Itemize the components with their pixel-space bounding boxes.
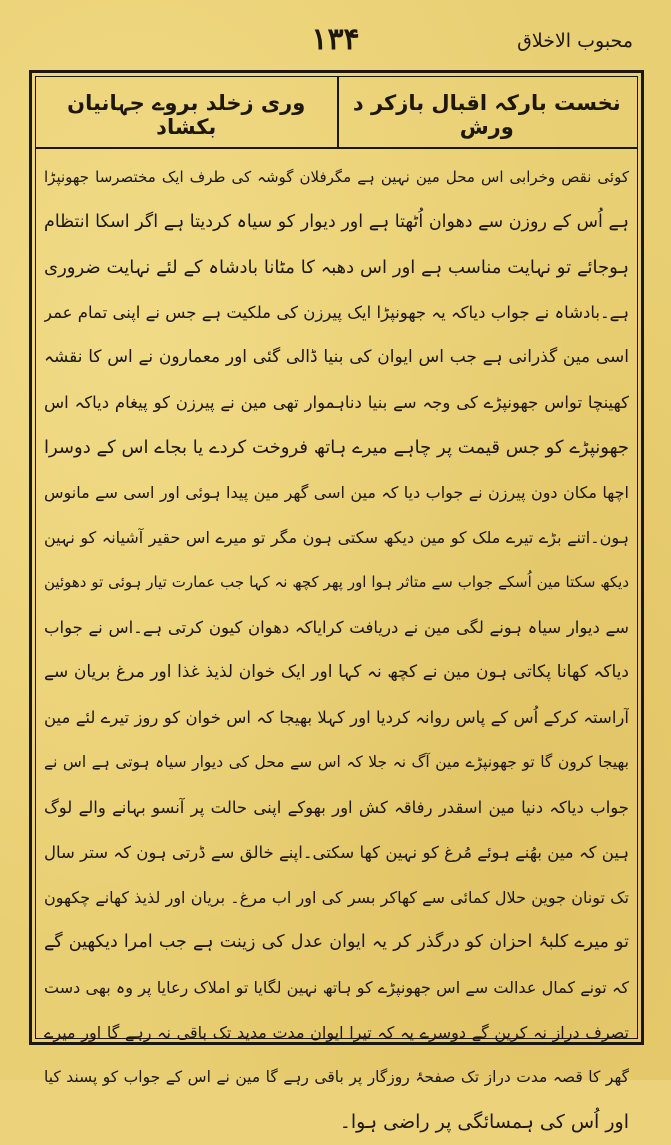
- text-line: گھر کا قصہ مدت دراز تک صفحۂ روزگار پر باقی رہے گا مین نے اس کے جواب کو پسند کیا: [44, 1068, 629, 1086]
- text-line: ہین کہ مین بھُنے ہوئے مُرغ کو نہین کھا سکتی۔اپنے خالق سے ڈرتی ہون کہ ستر سال: [44, 843, 629, 862]
- text-line: جواب دیاکہ دنیا مین اسقدر رفاقہ کش اور بھوکے اپنی حالت پر آنسو بہانے والے لوگ: [44, 798, 629, 817]
- text-line: تصرف دراز نہ کرین گے دوسرے یہ کہ تیرا ایوان مدت مدید تک باقی نہ رہے گا اور میرے: [44, 1023, 629, 1042]
- page-header: [24, 22, 647, 66]
- text-line: تو میرے کلبۂ احزان کو درگذر کر یہ ایوان عدل کی زینت ہے جب امرا دیکھین گے: [44, 932, 629, 952]
- body-text: [44, 155, 629, 1133]
- text-line: ہون۔اتنے بڑے تیرے ملک کو مین دیکھ سکتی ہون مگر تو میرے اس حقیر آشیانہ کو نہین: [44, 528, 629, 547]
- text-line: ہے اُس کے روزن سے دھوان اُٹھتا ہے اور دیوار کو سیاہ کردیتا ہے اگر اسکا انتظام: [44, 212, 629, 232]
- text-line: دیاکہ کھانا پکاتی ہون مین نے کچھ نہ کہا اور ایک خوان لذیذ غذا اور مرغ بریان سے: [44, 662, 629, 682]
- text-frame: [29, 70, 644, 1133]
- text-line: سے دیوار سیاہ ہونے لگی مین نے دریافت کرایاکہ دھوان کیون کرتی ہے۔اس نے جواب: [44, 618, 629, 637]
- verse-divider: [337, 77, 339, 147]
- text-line: ہوجائے تو نہایت مناسب ہے اور اس دھبہ کا مٹانا بادشاہ کے لئے نہایت ضروری: [44, 257, 629, 278]
- verse-first-hemistich: نخست بارکہ اقبال بازکر د ورش: [352, 91, 621, 139]
- text-line: کھینچا تواس جھونپڑے کی وجہ سے بنیا دناہموار تھی مین نے پیرزن کو پیغام دیاکہ اس: [44, 393, 629, 412]
- text-frame-inner: [35, 76, 638, 1133]
- verse-couplet: [36, 77, 637, 149]
- text-line: کوئی نقص وخرابی اس محل مین نہین ہے مگرفلان گوشہ کی طرف ایک مختصرسا جھونپڑا: [44, 168, 629, 186]
- text-line: جھونپڑے کو جس قیمت پر چاہے میرے ہاتھ فروخت کردے یا بجاے اس کے دوسرا: [44, 437, 629, 458]
- page-number: ۱۳۴: [311, 22, 360, 57]
- text-line: تک تونان جوین حلال کمائی سے کھاکر بسر کی اور اب مرغ۔ بریان اور لذیذ کھانے چکھون: [44, 888, 629, 907]
- text-line: کہ تونے کمال عدالت سے اس جھونپڑے کو ہاتھ نہین لگایا تو املاک رعایا پر وہ بھی دست: [44, 978, 629, 997]
- text-line: ہے۔بادشاہ نے جواب دیاکہ یہ جھونپڑا ایک پیرزن کی ملکیت ہے جس نے اپنی تمام عمر: [44, 303, 629, 322]
- text-line: بھیجا کرون گا تو جھونپڑے مین آگ نہ جلا کہ اس سے محل کی دیوار سیاہ ہوتی ہے اس نے: [44, 753, 629, 771]
- text-line: آراستہ کرکے اُس کے پاس روانہ کردیا اور کہلا بھیجا کہ اس خوان کو روز تیرے لئے مین: [44, 708, 629, 727]
- text-line: اسی مین گذرانی ہے جب اس ایوان کی بنیا ڈالی گئی اور معمارون نے اس کا نقشہ: [44, 347, 629, 367]
- text-line: اور اُس کی ہمسائگی پر راضی ہوا۔: [339, 1111, 629, 1133]
- text-line: دیکھ سکتا مین اُسکے جواب سے متاثر ہوا اور پھر کچھ نہ کہا جب عمارت تیار ہوئی تو دھوئین: [44, 573, 629, 591]
- verse-second-hemistich: وری زخلد بروے جہانیان بکشاد: [67, 91, 306, 139]
- book-title: محبوب الاخلاق: [517, 30, 633, 52]
- text-line: اچھا مکان دون پیرزن نے جواب دیا کہ مین اسی گھر مین پیدا ہوئی اور اسی سے مانوس: [44, 483, 629, 502]
